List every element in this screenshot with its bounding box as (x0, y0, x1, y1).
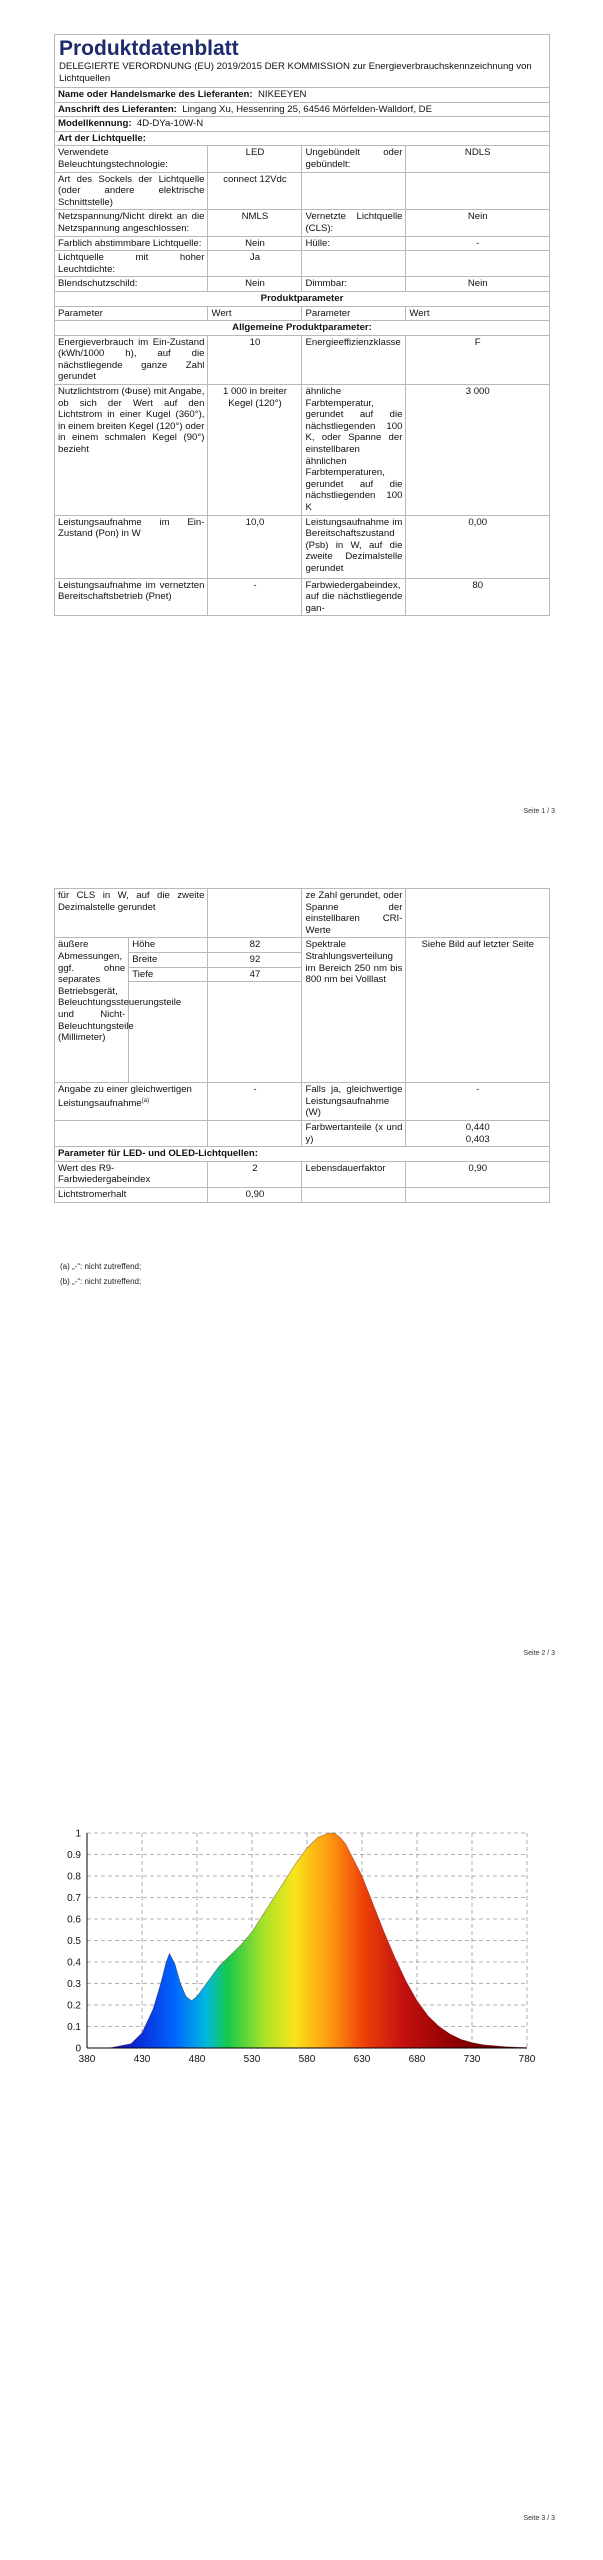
table-row: Energieverbrauch im Ein-Zustand (kWh/1000 h), auf die nächstliegende ganze Zahl gerundet 10 Energieeffizienzklasse F (55, 335, 550, 384)
x-tick-label: 430 (133, 2054, 151, 2065)
table-row: Lichtquelle mit hoher Leuchtdichte: Ja (55, 251, 550, 277)
regulation-subtitle: DELEGIERTE VERORDNUNG (EU) 2019/2015 DER KOMMISSION zur Energieverbrauchskennzeichnung von Lichtquellen (59, 61, 532, 84)
y-tick-label: 0.4 (67, 1957, 81, 1969)
column-header-row: Parameter Wert Parameter Wert (55, 306, 550, 321)
x-tick-label: 630 (353, 2054, 371, 2065)
table-row: Lichtstromerhalt 0,90 (55, 1187, 550, 1202)
page-1 (0, 0, 603, 830)
table-row: äußere Abmessungen, ggf. ohne separates Betriebsgerät, Beleuchtungssteuerungsteile und Nicht-Beleuchtungsteile (Millimeter) Höhe 82 Spektrale Strahlungsverteilung im Bereich 250 nm bis 800 nm bei Volllast Siehe Bild auf letzter Seite (55, 938, 550, 953)
y-tick-label: 1 (75, 1828, 81, 1840)
table-row: Angabe zu einer gleichwertigen Leistungsaufnahme$^{(a)}$ - Falls ja, gleichwertige Leistungsaufnahme (W) - (55, 1083, 550, 1121)
table-row: Farbwertanteile (x und y) 0,440 0,403 (55, 1120, 550, 1146)
page-number: Seite 3 / 3 (523, 2515, 555, 2522)
x-tick-label: 480 (188, 2054, 206, 2065)
table-row: Wert des R9-Farbwiedergabeindex 2 Lebensdauerfaktor 0,90 (55, 1161, 550, 1187)
page-number: Seite 2 / 3 (523, 1650, 555, 1657)
supplier-name-row: Name oder Handelsmarke des Lieferanten: NIKEEYEN (55, 88, 550, 103)
y-tick-label: 0.8 (67, 1871, 81, 1883)
y-tick-label: 0.2 (67, 2000, 81, 2012)
footnote-a: (a) „-“: nicht zutreffend; (60, 1262, 142, 1271)
x-tick-label: 530 (243, 2054, 261, 2065)
table-row: Farblich abstimmbare Lichtquelle: Nein Hülle: - (55, 236, 550, 251)
y-tick-label: 0.1 (67, 2022, 81, 2033)
table-row: für CLS in W, auf die zweite Dezimalstelle gerundet ze Zahl gerundet, oder Spanne der einstellbaren CRI-Werte (55, 889, 550, 938)
table-row: Breite 92 (55, 952, 550, 967)
x-tick-label: 780 (518, 2054, 536, 2065)
data-table-page-1 (54, 34, 550, 616)
page-title: Produktdatenblatt (59, 37, 239, 60)
y-tick-label: 0.5 (67, 1936, 81, 1947)
equiv-power-label: Angabe zu einer gleichwertigen Leistungsaufnahme$^{(a)}$ (55, 1083, 208, 1121)
y-tick-label: 0.7 (67, 1893, 81, 1904)
table-row: Verwendete Beleuchtungstechnologie: LED Ungebündelt oder gebündelt: NDLS (55, 146, 550, 172)
table-row: Leistungsaufnahme im vernetzten Bereitschaftsbetrieb (Pnet) - Farbwiedergabeindex, auf die nächstliegende gan- 80 (55, 578, 550, 616)
spectral-distribution-chart (60, 1825, 540, 2085)
table-row: Art des Sockels der Lichtquelle (oder andere elektrische Schnittstelle) connect 12Vdc (55, 172, 550, 210)
lichtquelle-heading: Art der Lichtquelle: (55, 131, 550, 146)
x-tick-label: 580 (298, 2054, 316, 2065)
x-tick-label: 680 (408, 2054, 426, 2065)
model-row: Modellkennung: 4D-DYa-10W-N (55, 117, 550, 132)
page-3 (0, 1690, 603, 2560)
led-heading: Parameter für LED- und OLED-Lichtquellen: (55, 1147, 550, 1162)
allgemeine-heading: Allgemeine Produktparameter: (55, 321, 550, 336)
table-row: Tiefe 47 (55, 967, 550, 982)
page-number: Seite 1 / 3 (523, 808, 555, 815)
x-tick-label: 730 (463, 2054, 481, 2065)
x-tick-label: 380 (78, 2054, 96, 2065)
footnote-b: (b) „-“: nicht zutreffend; (60, 1277, 142, 1286)
data-table-page-2 (54, 888, 550, 1203)
table-row: Blendschutzschild: Nein Dimmbar: Nein (55, 277, 550, 292)
page-2 (0, 830, 603, 1690)
table-row: Nutzlichtstrom (Φuse) mit Angabe, ob sich der Wert auf den Lichtstrom in einer Kugel (360°), in einem breiten Kegel (120°) oder in einem schmalen Kegel (90°) bezieht 1 000 in breiter Kegel (120°) ähnliche Farbtemperatur, gerundet auf die nächstliegenden 100 K, oder Spanne der einstellbaren ähnlichen Farbtemperaturen, gerundet auf die nächstliegenden 100 K 3 000 (55, 385, 550, 516)
y-tick-label: 0.9 (67, 1850, 81, 1861)
y-tick-label: 0 (75, 2043, 81, 2055)
produktparameter-heading: Produktparameter (55, 291, 550, 306)
y-tick-label: 0.6 (67, 1914, 81, 1926)
table-row: Leistungsaufnahme im Ein-Zustand (Pon) in W 10,0 Leistungsaufnahme im Bereitschaftszustand (Psb) in W, auf die zweite Dezimalstelle gerundet 0,00 (55, 515, 550, 578)
dimensions-label: äußere Abmessungen, ggf. ohne separates Betriebsgerät, Beleuchtungssteuerungsteile und Nicht-Beleuchtungsteile (Millimeter) (55, 938, 129, 1083)
supplier-address-row: Anschrift des Lieferanten: Lingang Xu, Hessenring 25, 64546 Mörfelden-Walldorf, DE (55, 102, 550, 117)
table-row: Netzspannung/Nicht direkt an die Netzspannung angeschlossen: NMLS Vernetzte Lichtquelle (CLS): Nein (55, 210, 550, 236)
y-tick-label: 0.3 (67, 1979, 81, 1990)
